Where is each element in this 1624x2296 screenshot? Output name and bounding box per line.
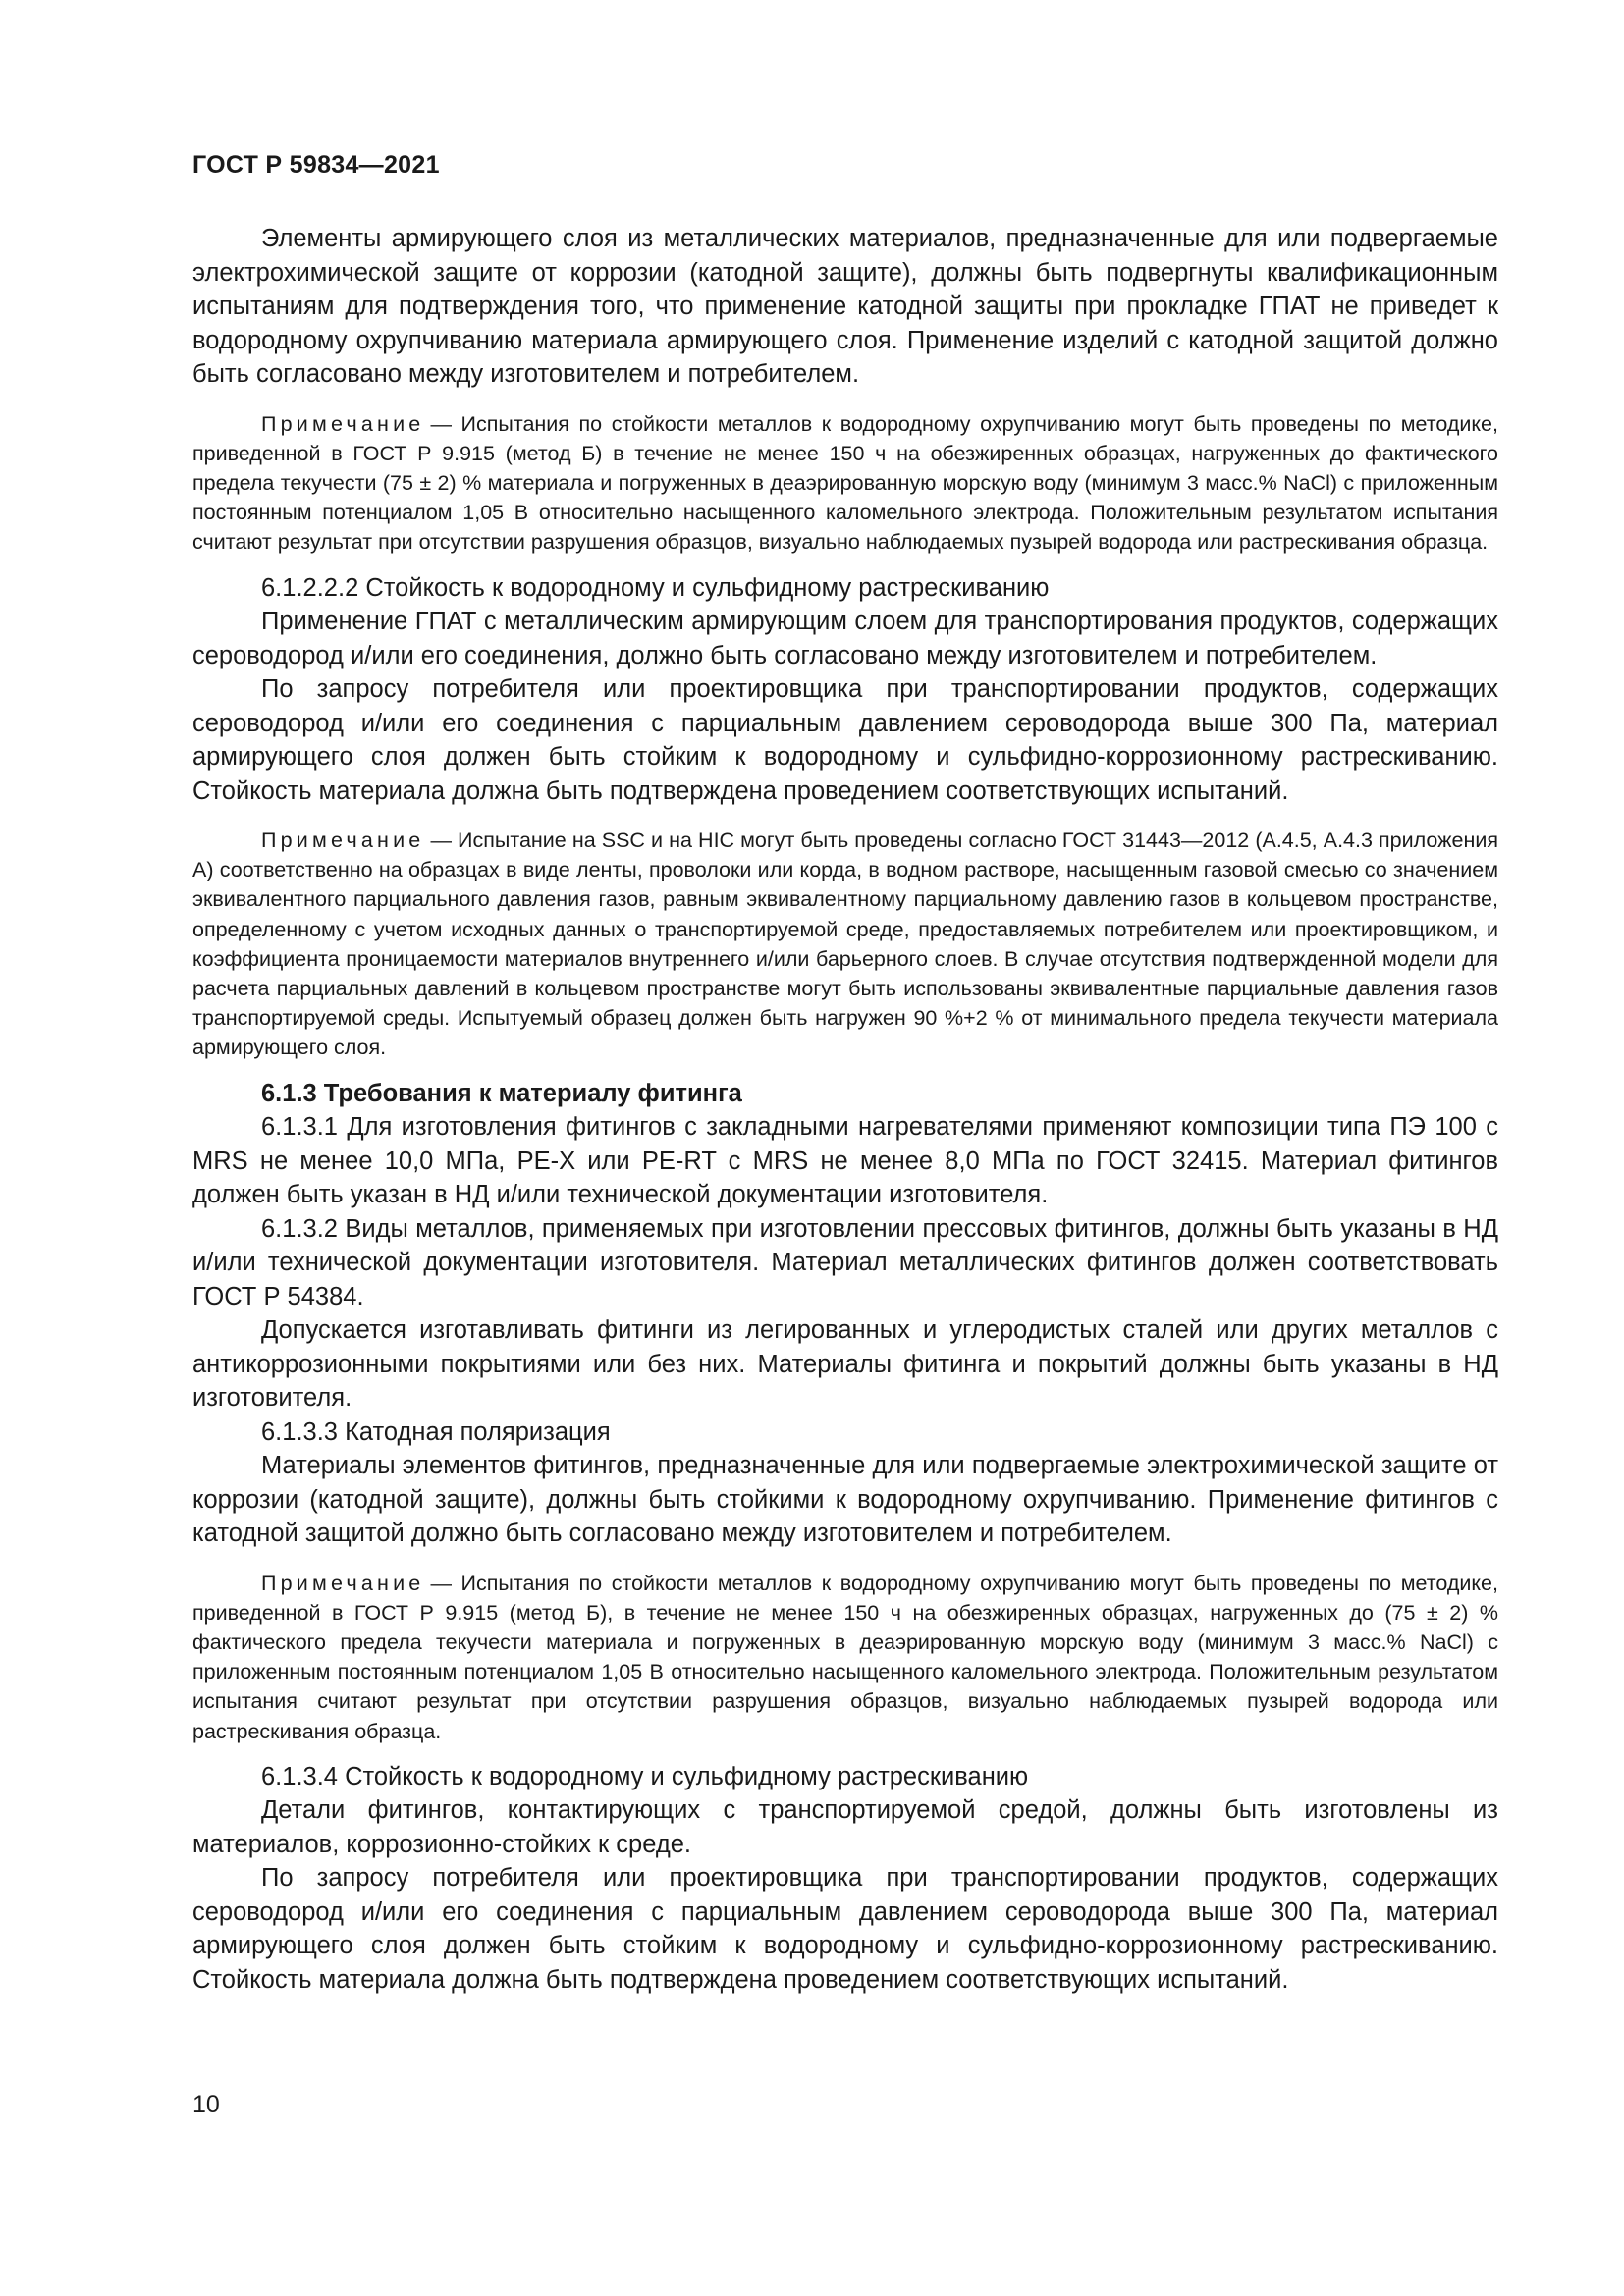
paragraph-6-1-3-2: 6.1.3.2 Виды металлов, применяемых при изготовлении прессовых фитингов, должны быть указаны в НД и/или технической документации изготовителя. Материал металлических фитингов должен соответствовать ГОСТ Р 54384. bbox=[192, 1214, 1498, 1310]
paragraph-alloy-fittings: Допускается изготавливать фитинги из легированных и углеродистых сталей или других металлов с антикоррозионными покрытиями или без них. Материалы фитинга и покрытий должны быть указаны в НД изготовителя. bbox=[192, 1316, 1498, 1413]
note-label: Примечание bbox=[261, 411, 425, 436]
paragraph-fitting-materials: Детали фитингов, контактирующих с транспортируемой средой, должны быть изготовлены из материалов, коррозионно-стойких к среде. bbox=[192, 1796, 1498, 1858]
page-number: 10 bbox=[192, 2091, 220, 2118]
section-heading-6-1-3-3: 6.1.3.3 Катодная поляризация bbox=[261, 1417, 611, 1446]
note-label: Примечание bbox=[261, 828, 425, 853]
note-ssc-hic-testing bbox=[192, 826, 1498, 1063]
note-hydrogen-embrittlement-reinforcement bbox=[192, 409, 1498, 558]
document-body bbox=[192, 222, 1498, 1997]
paragraph-6-1-3-1: 6.1.3.1 Для изготовления фитингов с закладными нагревателями применяют композиции типа ПЭ 100 с MRS не менее 10,0 МПа, PE-X или PE-RT с MRS не менее 8,0 МПа по ГОСТ 32415. Материал фитингов должен быть указан в НД и/или технической документации изготовителя. bbox=[192, 1113, 1498, 1209]
paragraph-customer-request-fittings: По запросу потребителя или проектировщика при транспортировании продуктов, содержащих сероводород и/или его соединения с парциальным давлением сероводорода выше 300 Па, материал армирующего слоя должен быть стойким к водородному и сульфидно-коррозионному растрескиванию. Стойкость материала должна быть подтверждена проведением соответствующих испытаний. bbox=[192, 1864, 1498, 1994]
note-hydrogen-embrittlement-fittings bbox=[192, 1569, 1498, 1746]
section-heading-6-1-3-4: 6.1.3.4 Стойкость к водородному и сульфидному растрескиванию bbox=[261, 1762, 1029, 1790]
section-heading-6-1-2-2-2: 6.1.2.2.2 Стойкость к водородному и сульфидному растрескиванию bbox=[261, 573, 1050, 602]
note-text: — Испытания по стойкости металлов к водородному охрупчиванию могут быть проведены по методике, приведенной в ГОСТ Р 9.915 (метод Б) в течение не менее 150 ч на обезжиренных образцах, нагруженных до фактического предела текучести (75 ± 2) % материала и погруженных в деаэрированную морскую воду (минимум 3 масс.% NaCl) с приложенным постоянным потенциалом 1,05 В относительно насыщенного каломельного электрода. Положительным результатом испытания считают результат при отсутствии разрушения образцов, визуально наблюдаемых пузырей водорода или растрескивания образца. bbox=[192, 411, 1498, 555]
paragraph-customer-request-reinforcement: По запросу потребителя или проектировщика при транспортировании продуктов, содержащих сероводород и/или его соединения с парциальным давлением сероводорода выше 300 Па, материал армирующего слоя должен быть стойким к водородному и сульфидно-коррозионному растрескиванию. Стойкость материала должна быть подтверждена проведением соответствующих испытаний. bbox=[192, 675, 1498, 805]
document-header: ГОСТ Р 59834—2021 bbox=[192, 151, 440, 179]
paragraph-cathodic-fittings: Материалы элементов фитингов, предназначенные для или подвергаемые электрохимической защите от коррозии (катодной защите), должны быть стойкими к водородному охрупчиванию. Применение фитингов с катодной защитой должно быть согласовано между изготовителем и потребителем. bbox=[192, 1452, 1498, 1548]
paragraph-cathodic-reinforcement: Элементы армирующего слоя из металлических материалов, предназначенные для или подвергаемые электрохимической защите от коррозии (катодной защите), должны быть подвергнуты квалификационным испытаниям для подтверждения того, что применение катодной защиты при прокладке ГПАТ не приведет к водородному охрупчиванию материала армирующего слоя. Применение изделий с катодной защитой должно быть согласовано между изготовителем и потребителем. bbox=[192, 225, 1498, 388]
section-heading-6-1-3: 6.1.3 Требования к материалу фитинга bbox=[261, 1079, 742, 1107]
note-label: Примечание bbox=[261, 1571, 425, 1595]
paragraph-hydrogen-sulfide-agreement: Применение ГПАТ с металлическим армирующим слоем для транспортирования продуктов, содержащих сероводород и/или его соединения, должно быть согласовано между изготовителем и потребителем. bbox=[192, 608, 1498, 669]
note-text: — Испытание на SSC и на HIC могут быть проведены согласно ГОСТ 31443—2012 (А.4.5, А.4.3 приложения А) соответственно на образцах в виде ленты, проволоки или корда, в водном растворе, насыщенным газовой смесью со значением эквивалентного парциального давления газов, равным эквивалентному парциальному давлению газов в кольцевом пространстве, определенному с учетом исходных данных о транспортируемой среде, предоставляемых потребителем или проектировщиком, и коэффициента проницаемости материалов внутреннего и/или барьерного слоев. В случае отсутствия подтвержденной модели для расчета парциальных давлений в кольцевом пространстве могут быть использованы эквивалентные парциальные давления газов транспортируемой среды. Испытуемый образец должен быть нагружен 90 %+2 % от минимального предела текучести материала армирующего слоя. bbox=[192, 828, 1498, 1060]
note-text: — Испытания по стойкости металлов к водородному охрупчиванию могут быть проведены по методике, приведенной в ГОСТ Р 9.915 (метод Б), в течение не менее 150 ч на обезжиренных образцах, нагруженных до (75 ± 2) % фактического предела текучести материала и погруженных в деаэрированную морскую воду (минимум 3 масс.% NaCl) с приложенным постоянным потенциалом 1,05 В относительно насыщенного каломельного электрода. Положительным результатом испытания считают результат при отсутствии разрушения образцов, визуально наблюдаемых пузырей водорода или растрескивания образца. bbox=[192, 1571, 1498, 1743]
